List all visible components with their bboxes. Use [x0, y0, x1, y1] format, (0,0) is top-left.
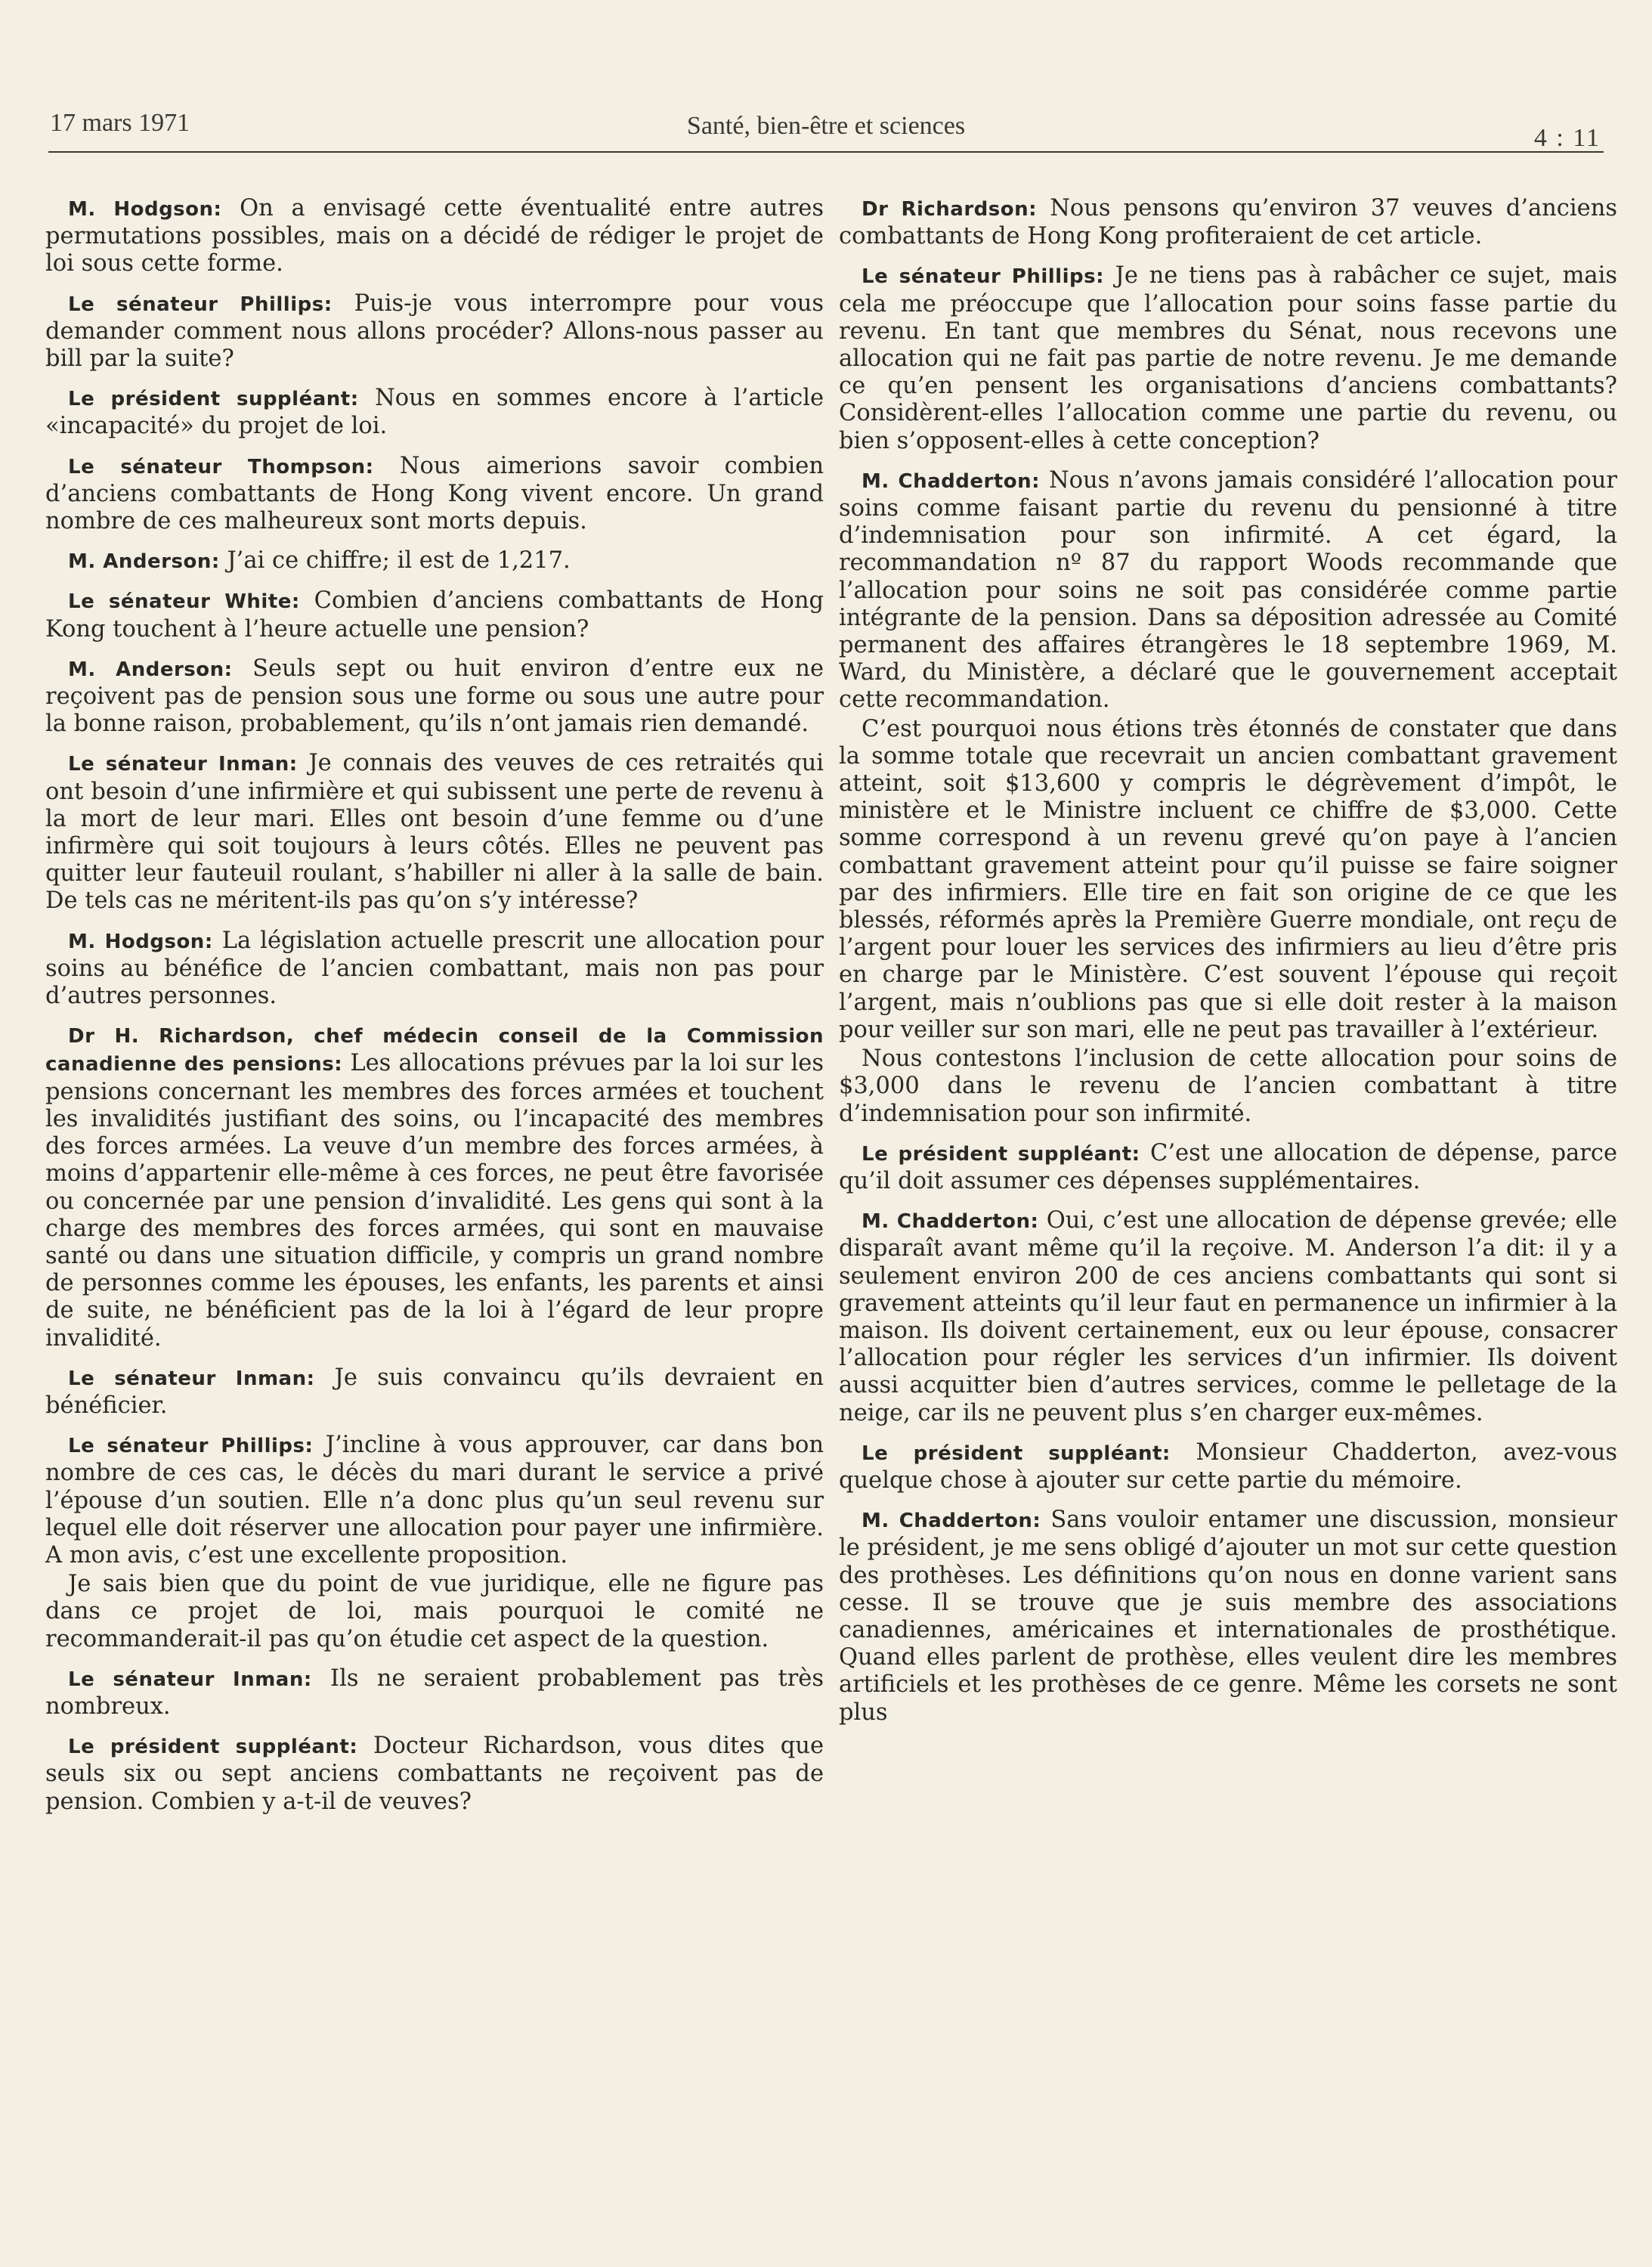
- transcript-paragraph: [839, 467, 1617, 714]
- transcript-paragraph: [45, 1571, 824, 1653]
- page-header: [48, 106, 1604, 153]
- speaker-label: Le président suppléant:: [862, 1442, 1171, 1465]
- transcript-paragraph: [45, 1364, 824, 1420]
- speaker-label: Le sénateur Phillips:: [68, 1435, 314, 1458]
- speaker-label: Le sénateur Phillips:: [68, 293, 333, 316]
- transcript-paragraph: [45, 1665, 824, 1720]
- speaker-label: M. Chadderton:: [862, 1510, 1041, 1533]
- speaker-label: Dr H. Richardson, chef médecin conseil de la Commission canadienne des pensions:: [45, 1025, 824, 1076]
- paragraph-text: Combien d’anciens combattants de Hong Kong touchent à l’heure actuelle une pension?: [45, 587, 824, 643]
- transcript-paragraph: [839, 1140, 1617, 1195]
- speaker-label: Le sénateur Inman:: [68, 1668, 312, 1691]
- paragraph-text: Monsieur Chadderton, avez-vous quelque chose à ajouter sur cette partie du mémoire.: [839, 1439, 1618, 1494]
- transcript-paragraph: [45, 1733, 824, 1816]
- transcript-paragraph: [45, 1022, 824, 1352]
- transcript-paragraph: [839, 1045, 1617, 1128]
- transcript-paragraph: [839, 262, 1617, 454]
- paragraph-text: Puis-je vous interrompre pour vous demander comment nous allons procéder? Allons-nous passer au bill par la suite?: [45, 290, 824, 373]
- transcript-paragraph: [45, 453, 824, 536]
- transcript-paragraph: [45, 750, 824, 915]
- paragraph-text: Docteur Richardson, vous dites que seuls six ou sept anciens combattants ne reçoivent pas de pension. Combien y a-t-il de veuves?: [45, 1733, 824, 1815]
- speaker-label: M. Hodgson:: [68, 930, 213, 953]
- speaker-label: Le sénateur Inman:: [68, 1367, 315, 1390]
- paragraph-text: Sans vouloir entamer une discussion, monsieur le président, je me sens obligé d’ajouter un mot sur cette question des prothèses. Les définitions qu’on nous en donne varient sans cesse. Il se trouve que je suis membre des associations canadiennes, américaines et internationales de prosthétique. Quand elles parlent de prothèse, elles veulent dire les membres artificiels et les prothèses de ce genre. Même les corsets ne sont plus: [839, 1507, 1617, 1726]
- paragraph-text: J’incline à vous approuver, car dans bon nombre de ces cas, le décès du mari durant le service a privé l’épouse d’un soutien. Elle n’a donc plus qu’un seul revenu sur lequel elle doit réserver une allocation pour payer une infirmière. A mon avis, c’est une excellente proposition.: [45, 1432, 824, 1569]
- speaker-label: Le président suppléant:: [68, 1736, 358, 1759]
- speaker-label: M. Chadderton:: [862, 1210, 1039, 1234]
- transcript-paragraph: [45, 1432, 824, 1569]
- transcript-paragraph: [839, 716, 1617, 1044]
- speaker-label: M. Chadderton:: [862, 469, 1041, 493]
- speaker-label: M. Anderson:: [68, 550, 220, 574]
- paragraph-text: Seuls sept ou huit environ d’entre eux ne reçoivent pas de pension sous une forme ou sous une autre pour la bonne raison, probablement, qu’ils n’ont jamais rien demandé.: [45, 655, 824, 738]
- transcript-paragraph: [45, 655, 824, 739]
- transcript-paragraph: [45, 290, 824, 373]
- speaker-label: Le président suppléant:: [862, 1142, 1140, 1166]
- header-date: 17 mars 1971: [50, 109, 190, 137]
- paragraph-text: Nous n’avons jamais considéré l’allocation pour soins comme faisant partie du revenu du pensionné à titre d’indemnisation pour son infirmité. A cet égard, la recommandation nº 87 du rapport Woods recommande que l’allocation pour soins ne soit pas considérée comme partie intégrante de la pension. Dans sa déposition adressée au Comité permanent des affaires étrangères le 18 septembre 1969, M. Ward, du Ministère, a déclaré que le gouvernement acceptait cette recommandation.: [839, 466, 1617, 714]
- right-column: [839, 195, 1617, 1739]
- header-title: Santé, bien-être et sciences: [686, 112, 966, 140]
- paragraph-text: Nous aimerions savoir combien d’anciens combattants de Hong Kong vivent encore. Un grand nombre de ces malheureux sont morts depuis.: [45, 452, 824, 535]
- speaker-label: M. Anderson:: [68, 658, 233, 681]
- speaker-label: Le sénateur White:: [68, 590, 300, 614]
- transcript-paragraph: [839, 195, 1617, 250]
- left-column: [45, 195, 824, 1828]
- paragraph-text: On a envisagé cette éventualité entre autres permutations possibles, mais on a décidé de rédiger le projet de loi sous cette forme.: [45, 195, 824, 277]
- paragraph-text: Je sais bien que du point de vue juridique, elle ne figure pas dans ce projet de loi, mais pourquoi le comité ne recommanderait-il pas qu’on étudie cet aspect de la question.: [45, 1571, 824, 1652]
- paragraph-text: Nous pensons qu’environ 37 veuves d’anciens combattants de Hong Kong profiteraient de cet article.: [839, 195, 1617, 250]
- paragraph-text: C’est pourquoi nous étions très étonnés de constater que dans la somme totale que recevrait un ancien combattant gravement atteint, soit $13,600 y compris le dégrèvement d’impôt, le ministère et le Ministre incluent ce chiffre de $3,000. Cette somme correspond à un revenu grevé qu’on paye à l’ancien combattant gravement atteint pour qu’il puisse se faire soigner par des infirmiers. Elle tire en fait son origine de ce que les blessés, réformés après la Première Guerre mondiale, ont reçu de l’argent pour louer les services des infirmiers au lieu d’être pris en charge par le Ministère. C’est souvent l’épouse qui reçoit l’argent, mais n’oublions pas que si elle doit rester à la maison pour veiller sur son mari, elle ne peut pas travailler à l’extérieur.: [839, 715, 1617, 1043]
- speaker-label: Le sénateur Phillips:: [862, 265, 1104, 289]
- transcript-paragraph: [839, 1507, 1617, 1727]
- paragraph-text: La législation actuelle prescrit une allocation pour soins au bénéfice de l’ancien combattant, mais non pas pour d’autres personnes.: [45, 927, 824, 1010]
- paragraph-text: Je connais des veuves de ces retraités qui ont besoin d’une infirmière et qui subissent une perte de revenu à la mort de leur mari. Elles ont besoin d’une femme ou d’une infirmère qui soit toujours à leurs côtés. Elles ne peuvent pas quitter leur fauteuil roulant, s’habiller ni aller à la salle de bain. De tels cas ne méritent-ils pas qu’on s’y intéresse?: [45, 750, 824, 915]
- speaker-label: Dr Richardson:: [862, 198, 1038, 221]
- header-page-number: 4 : 11: [1533, 124, 1601, 152]
- paragraph-text: J’ai ce chiffre; il est de 1,217.: [219, 547, 571, 574]
- transcript-paragraph: [45, 928, 824, 1011]
- speaker-label: Le sénateur Inman:: [68, 753, 298, 776]
- paragraph-text: Nous contestons l’inclusion de cette allocation pour soins de $3,000 dans le revenu de l’ancien combattant à titre d’indemnisation pour son infirmité.: [839, 1045, 1617, 1127]
- paragraph-text: Je suis convaincu qu’ils devraient en bénéficier.: [45, 1364, 824, 1419]
- paragraph-text: Nous en sommes encore à l’article «incapacité» du projet de loi.: [45, 385, 824, 440]
- transcript-paragraph: [45, 195, 824, 278]
- transcript-paragraph: [45, 547, 824, 575]
- paragraph-text: Oui, c’est une allocation de dépense grevée; elle disparaît avant même qu’il la reçoive. M. Anderson l’a dit: il y a seulement environ 200 de ces anciens combattants qui sont si gravement atteints qu’il leur faut en permanence un infirmier à la maison. Ils doivent certainement, eux ou leur épouse, consacrer l’allocation pour régler les services d’un infirmier. Ils doivent aussi acquitter bien d’autres services, comme le pelletage de la neige, car ils ne peuvent plus s’en charger eux-mêmes.: [839, 1207, 1617, 1426]
- paragraph-text: Je ne tiens pas à rabâcher ce sujet, mais cela me préoccupe que l’allocation pour soins fasse partie du revenu. En tant que membres du Sénat, nous recevons une allocation qui ne fait pas partie de notre revenu. Je me demande ce qu’en pensent les organisations d’anciens combattants? Considèrent-elles l’allocation comme une partie du revenu, ou bien s’opposent-elles à cette conception?: [839, 262, 1618, 454]
- paragraph-text: C’est une allocation de dépense, parce qu’il doit assumer ces dépenses supplémentaires.: [839, 1139, 1617, 1194]
- transcript-paragraph: [45, 587, 824, 643]
- transcript-paragraph: [45, 385, 824, 440]
- transcript-paragraph: [839, 1439, 1617, 1494]
- paragraph-text: Les allocations prévues par la loi sur les pensions concernant les membres des forces armées et touchent les invalidités justifiant des soins, ou l’incapacité des membres des forces armées. La veuve d’un membre des forces armées, à moins d’appartenir elle-même à ces forces, ne peut être favorisée ou concernée par une pension d’invalidité. Les gens qui sont à la charge des membres des forces armées, qui sont en mauvaise santé ou dans une situation difficile, y compris un grand nombre de personnes comme les épouses, les enfants, les parents et ainsi de suite, ne bénéficient pas de la loi à l’égard de leur propre invalidité.: [45, 1050, 824, 1352]
- speaker-label: M. Hodgson:: [68, 198, 222, 221]
- paragraph-text: Ils ne seraient probablement pas très nombreux.: [45, 1665, 824, 1720]
- speaker-label: Le sénateur Thompson:: [68, 455, 374, 478]
- speaker-label: Le président suppléant:: [68, 388, 359, 411]
- transcript-paragraph: [839, 1207, 1617, 1427]
